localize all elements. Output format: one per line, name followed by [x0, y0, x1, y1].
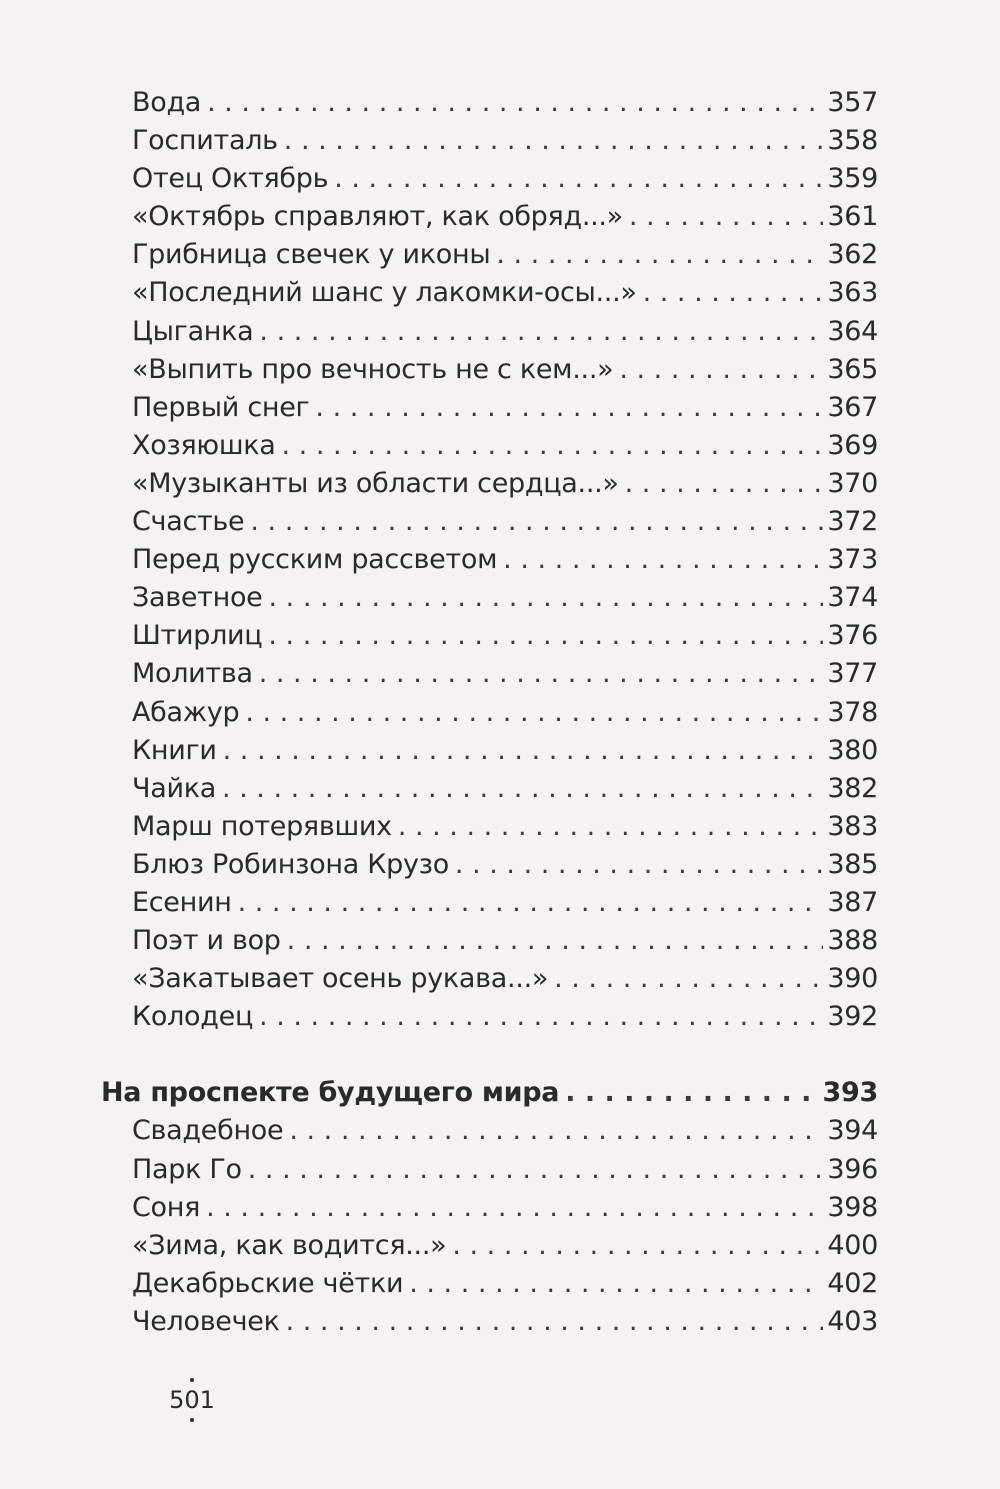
toc-entry-title: Заветное [132, 582, 263, 614]
toc-entry[interactable] [0, 808, 878, 846]
toc-entry-title: Госпиталь [132, 125, 278, 157]
toc-entry-title: «Последний шанс у лакомки-осы...» [132, 277, 637, 309]
folio-dot-bottom [190, 1418, 194, 1422]
toc-entry-page: 358 [827, 125, 878, 157]
leader-dots [554, 960, 823, 998]
toc-entry-title: Блюз Робинзона Крузо [132, 848, 449, 880]
leader-dots [496, 236, 823, 274]
toc-entry-page: 374 [827, 582, 878, 614]
toc-entry[interactable] [0, 1112, 878, 1150]
leader-dots [409, 1265, 823, 1303]
page-number [168, 1378, 216, 1422]
leader-dots [455, 846, 823, 884]
toc-entry[interactable] [0, 884, 878, 922]
toc-entry-page: 394 [827, 1115, 878, 1147]
toc-entry[interactable] [0, 351, 878, 389]
toc-entry[interactable] [0, 846, 878, 884]
leader-dots [223, 732, 824, 770]
leader-dots [643, 274, 824, 312]
toc-entry-page: 396 [827, 1153, 878, 1185]
toc-entry-page: 388 [827, 925, 878, 957]
toc-entry-page: 357 [827, 87, 878, 118]
toc-entry-title: «Музыканты из области сердца...» [132, 467, 619, 499]
toc-entry[interactable] [0, 1151, 878, 1189]
section-page: 393 [822, 1077, 878, 1109]
toc-entry-title: Грибница свечек у иконы [132, 239, 491, 271]
toc-entry-title: Поэт и вор [132, 925, 281, 957]
toc-entry[interactable] [0, 465, 878, 503]
toc-entry[interactable] [0, 1265, 878, 1303]
leader-dots [452, 1227, 823, 1265]
leader-dots [629, 198, 823, 236]
toc-entry-page: 382 [827, 772, 878, 804]
leader-dots [206, 1189, 823, 1227]
leader-dots [207, 84, 823, 122]
toc-entry-title: Вода [132, 87, 202, 118]
toc-entry-title: Хозяюшка [132, 429, 276, 461]
toc-entry-title: Отец Октябрь [132, 163, 329, 195]
toc-entry[interactable] [0, 617, 878, 655]
toc-entry[interactable] [0, 427, 878, 465]
toc-entry-title: «Октябрь справляют, как обряд...» [132, 201, 623, 233]
toc-entry-page: 365 [827, 353, 878, 385]
toc-entry[interactable] [0, 122, 878, 160]
toc-entry[interactable] [0, 236, 878, 274]
leader-dots [625, 465, 824, 503]
toc-entry-page: 369 [827, 429, 878, 461]
page-number-text: 501 [169, 1386, 215, 1414]
toc-entry-page: 398 [827, 1191, 878, 1223]
leader-dots [250, 503, 823, 541]
toc-entry-title: Цыганка [132, 315, 254, 347]
toc-entry-page: 377 [827, 658, 878, 690]
toc-entry[interactable] [0, 1227, 878, 1265]
leader-dots [268, 617, 823, 655]
toc-entry[interactable] [0, 770, 878, 808]
leader-dots [287, 922, 824, 960]
toc-entry[interactable] [0, 198, 878, 236]
leader-dots [248, 1151, 824, 1189]
toc-entry-page: 400 [827, 1229, 878, 1261]
leader-dots [269, 579, 824, 617]
toc-entry[interactable] [0, 960, 878, 998]
toc-entry-page: 362 [827, 239, 878, 271]
toc-entry-title: Марш потерявших [132, 810, 392, 842]
leader-dots [619, 351, 823, 389]
toc-entry-title: Есенин [132, 886, 232, 918]
toc-entry-page: 359 [827, 163, 878, 195]
section-gap [0, 1036, 1000, 1074]
toc-entry[interactable] [0, 998, 878, 1036]
leader-dots [503, 541, 823, 579]
toc-entry[interactable] [0, 160, 878, 198]
leader-dots [238, 884, 824, 922]
toc-entry-title: Молитва [132, 658, 253, 690]
toc-entry-title: Абажур [132, 696, 240, 728]
toc-entry[interactable] [0, 541, 878, 579]
toc-entry-page: 373 [827, 544, 878, 576]
toc-entry-page: 367 [827, 391, 878, 423]
toc-entry-title: «Зима, как водится...» [132, 1229, 447, 1261]
toc-entry[interactable] [0, 579, 878, 617]
toc-entry-page: 390 [827, 963, 878, 995]
leader-dots [282, 427, 824, 465]
toc-entry-title: Свадебное [132, 1115, 284, 1147]
toc-entry-title: Книги [132, 734, 217, 766]
toc-entry[interactable] [0, 1189, 878, 1227]
toc-entry-title: «Закатывает осень рукава...» [132, 963, 549, 995]
leader-dots [245, 694, 823, 732]
toc-entry[interactable] [0, 694, 878, 732]
toc-entry[interactable] [0, 922, 878, 960]
toc-entry[interactable] [0, 274, 878, 312]
toc-entry-title: Счастье [132, 506, 245, 538]
toc-entry-page: 383 [827, 810, 878, 842]
toc-entry-page: 380 [827, 734, 878, 766]
toc-entry-page: 376 [827, 620, 878, 652]
leader-dots [315, 389, 823, 427]
leader-dots [398, 808, 824, 846]
toc-entry-title: Колодец [132, 1001, 254, 1033]
toc-entry-page: 364 [827, 315, 878, 347]
toc-entry[interactable] [0, 389, 878, 427]
toc-entry-page: 378 [827, 696, 878, 728]
leader-dots [259, 313, 823, 351]
leader-dots [222, 770, 823, 808]
leader-dots [284, 122, 824, 160]
toc-entry[interactable] [0, 84, 878, 122]
leader-dots [334, 160, 823, 198]
toc-entry-page: 361 [827, 201, 878, 233]
toc-section-heading[interactable] [0, 1074, 878, 1112]
toc-entry-title: Декабрьские чётки [132, 1267, 404, 1299]
toc-entry-page: 392 [827, 1001, 878, 1033]
toc-entry-title: Штирлиц [132, 620, 263, 652]
leader-dots [289, 1112, 823, 1150]
toc-entry-title: Первый снег [132, 391, 310, 423]
toc-entry-page: 402 [827, 1267, 878, 1299]
leader-dots [565, 1074, 818, 1112]
toc-entry-page: 387 [827, 886, 878, 918]
toc-entry-page: 385 [827, 848, 878, 880]
table-of-contents [0, 84, 1000, 1341]
toc-entry-page: 403 [827, 1305, 878, 1337]
toc-entry-page: 370 [827, 467, 878, 499]
toc-entry-page: 372 [827, 506, 878, 538]
toc-entry-title: «Выпить про вечность не с кем...» [132, 353, 614, 385]
toc-entry-title: Чайка [132, 772, 216, 804]
toc-entry[interactable] [0, 732, 878, 770]
toc-entry-title: Соня [132, 1191, 201, 1223]
toc-entry-title: Перед русским рассветом [132, 544, 498, 576]
toc-entry[interactable] [0, 655, 878, 693]
toc-entry-page: 363 [827, 277, 878, 309]
toc-entry-title: Парк Го [132, 1153, 242, 1185]
section-title: На проспекте будущего мира [101, 1077, 560, 1109]
toc-entry[interactable] [0, 503, 878, 541]
leader-dots [286, 1303, 824, 1341]
leader-dots [259, 655, 824, 693]
leader-dots [259, 998, 823, 1036]
toc-entry-title: Человечек [132, 1305, 280, 1337]
toc-entry[interactable] [0, 1303, 878, 1341]
toc-entry[interactable] [0, 313, 878, 351]
